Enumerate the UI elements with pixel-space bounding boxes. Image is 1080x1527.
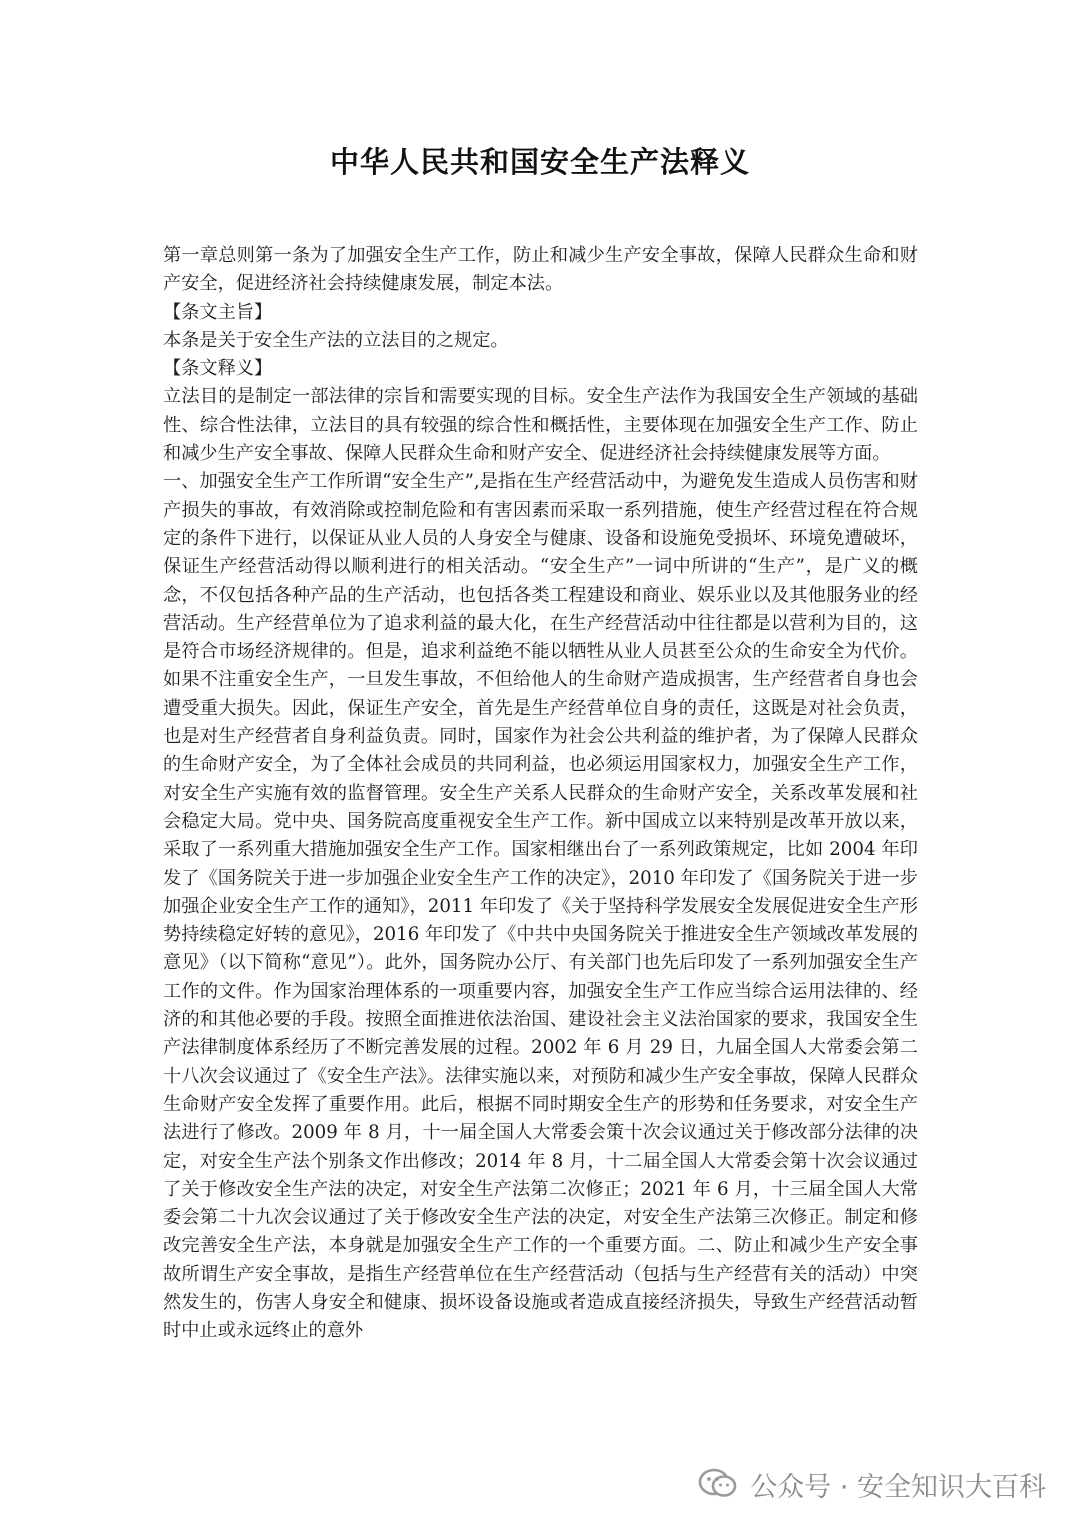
document-title: 中华人民共和国安全生产法释义: [329, 145, 750, 179]
section-heading-purpose: 【条文主旨】: [163, 301, 273, 323]
wechat-official-account-icon: [698, 1467, 738, 1501]
watermark-text: 公众号 · 安全知识大百科: [750, 1471, 1046, 1503]
document-body: [163, 242, 918, 1346]
paragraph-interpretation: 立法目的是制定一部法律的宗旨和需要实现的目标。安全生产法作为我国安全生产领域的基础性、综合性法律，立法目的具有较强的综合性和概括性，主要体现在加强安全生产工作、防止和减少生产安全事故、保障人民群众生命和财产安全、促进经济社会持续健康发展等方面。: [163, 386, 918, 465]
paragraph-main-text: 一、加强安全生产工作所谓“安全生产”,是指在生产经营活动中，为避免发生造成人员伤害和财产损失的事故，有效消除或控制危险和有害因素而采取一系列措施，使生产经营过程在符合规定的条件下进行，以保证从业人员的人身安全与健康、设备和设施免受损坏、环境免遭破坏，保证生产经营活动得以顺利进行的相关活动。“安全生产”一词中所讲的“生产”，是广义的概念，不仅包括各种产品的生产活动，也包括各类工程建设和商业、娱乐业以及其他服务业的经营活动。生产经营单位为了追求利益的最大化，在生产经营活动中往往都是以营利为目的，这是符合市场经济规律的。但是，追求利益绝不能以牺牲从业人员甚至公众的生命安全为代价。如果不注重安全生产，一旦发生事故，不但给他人的生命财产造成损害，生产经营者自身也会遭受重大损失。因此，保证生产安全，首先是生产经营单位自身的责任，这既是对社会负责，也是对生产经营者自身利益负责。同时，国家作为社会公共利益的维护者，为了保障人民群众的生命财产安全，为了全体社会成员的共同利益，也必须运用国家权力，加强安全生产工作，对安全生产实施有效的监督管理。安全生产关系人民群众的生命财产安全，关系改革发展和社会稳定大局。党中央、国务院高度重视安全生产工作。新中国成立以来特别是改革开放以来，采取了一系列重大措施加强安全生产工作。国家相继出台了一系列政策规定，比如 2004 年印发了《国务院关于进一步加强企业安全生产工作的决定》，2010 年印发了《国务院关于进一步加强企业安全生产工作的通知》，2011 年印发了《关于坚持科学发展安全发展促进安全生产形势持续稳定好转的意见》，2016 年印发了《中共中央国务院关于推进安全生产领域改革发展的意见》（以下简称“意见”）。此外，国务院办公厅、有关部门也先后印发了一系列加强安全生产工作的文件。作为国家治理体系的一项重要内容，加强安全生产工作应当综合运用法律的、经济的和其他必要的手段。按照全面推进依法治国、建设社会主义法治国家的要求，我国安全生产法律制度体系经历了不断完善发展的过程。2002 年 6 月 29 日，九届全国人大常委会第二十八次会议通过了《安全生产法》。法律实施以来，对预防和减少生产安全事故，保障人民群众生命财产安全发挥了重要作用。此后，根据不同时期安全生产的形势和任务要求，对安全生产法进行了修改。2009 年 8 月，十一届全国人大常委会策十次会议通过关于修改部分法律的决定，对安全生产法个别条文作出修改；2014 年 8 月，十二届全国人大常委会第十次会议通过了关于修改安全生产法的决定，对安全生产法第二次修正；2021 年 6 月，十三届全国人大常委会第二十九次会议通过了关于修改安全生产法的决定，对安全生产法第三次修正。制定和修改完善安全生产法，本身就是加强安全生产工作的一个重要方面。二、防止和减少生产安全事故所谓生产安全事故，是指生产经营单位在生产经营活动（包括与生产经营有关的活动）中突然发生的，伤害人身安全和健康、损坏设备设施或者造成直接经济损失，导致生产经营活动暂时中止或永远终止的意外: [163, 471, 918, 1342]
paragraph-purpose: 本条是关于安全生产法的立法目的之规定。: [163, 329, 509, 351]
paragraph-article-1: 第一章总则第一条为了加强安全生产工作，防止和减少生产安全事故，保障人民群众生命和财产安全，促进经济社会持续健康发展，制定本法。: [163, 245, 918, 295]
watermark: [698, 1462, 1046, 1506]
section-heading-interpretation: 【条文释义】: [163, 358, 273, 380]
